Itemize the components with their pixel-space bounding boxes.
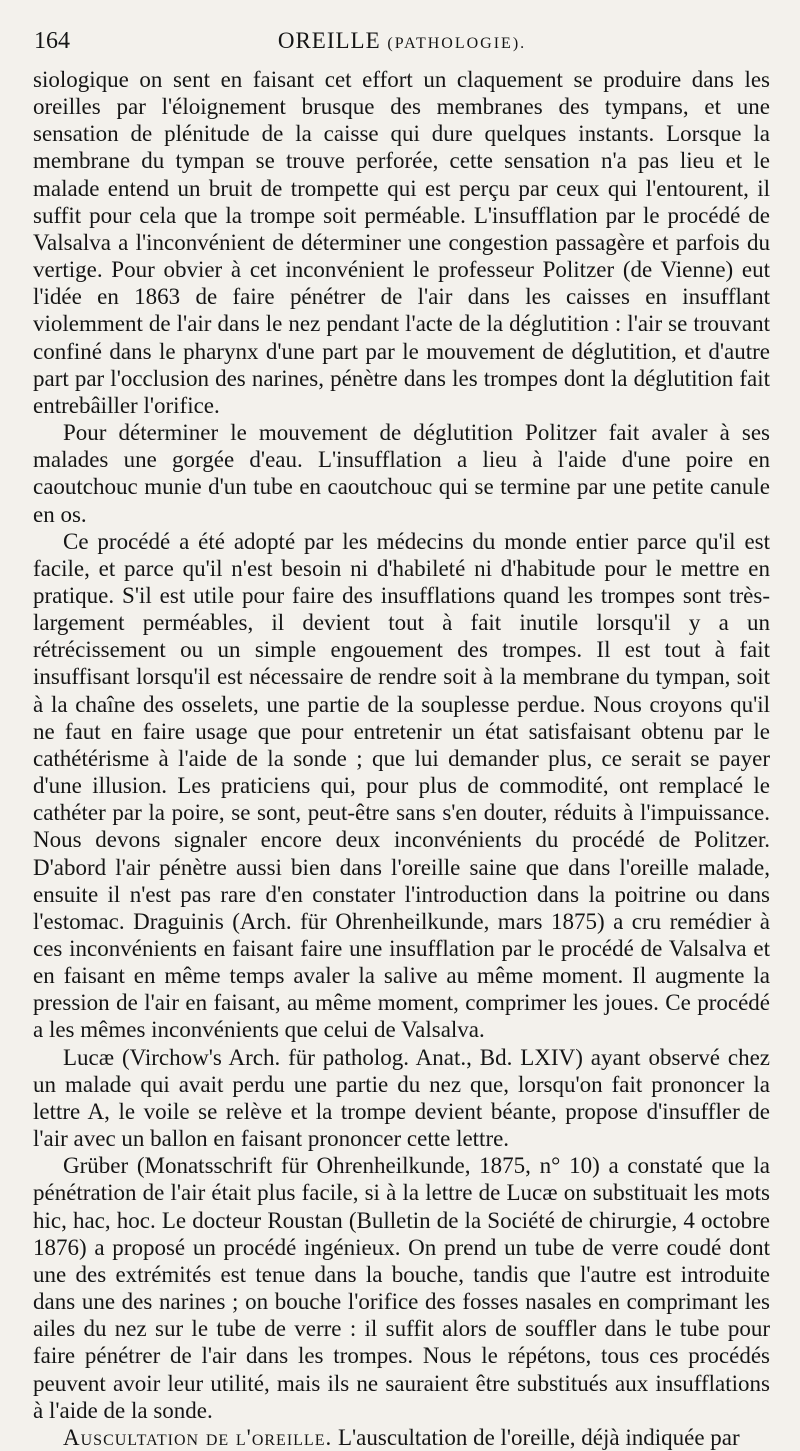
page-number: 164 bbox=[34, 28, 70, 54]
running-header bbox=[34, 28, 770, 64]
paragraph-1: siologique on sent en faisant cet effort un claquement se produire dans les oreilles par l'éloignement brusque des membranes des tympans, et une sensation de plénitude de la caisse qui dure quelques instants. Lorsque la membrane du tympan se trouve perforée, cette sensation n'a pas lieu et le malade entend un bruit de trompette qui est perçu par ceux qui l'entourent, il suffit pour cela que la trompe soit perméable. L'insufflation par le procédé de Valsalva a l'inconvénient de déterminer une congestion passagère et parfois du vertige. Pour obvier à cet inconvénient le professeur Politzer (de Vienne) eut l'idée en 1863 de faire pénétrer de l'air dans les caisses en insufflant violemment de l'air dans le nez pendant l'acte de la déglutition : l'air se trouvant confiné dans le pharynx d'une part par le mouvement de déglutition, et d'autre part par l'occlusion des narines, pénètre dans les trompes dont la déglutition fait entrebâiller l'orifice. bbox=[33, 67, 770, 418]
running-title-sub: (PATHOLOGIE). bbox=[387, 35, 527, 52]
paragraph-2: Pour déterminer le mouvement de déglutition Politzer fait avaler à ses malades une gorgée d'eau. L'insufflation a lieu à l'aide d'une poire en caoutchouc munie d'un tube en caoutchouc qui se termine par une petite canule en os. bbox=[33, 420, 770, 527]
section-heading: Auscultation de l'oreille. bbox=[63, 1424, 333, 1450]
paragraph-6 bbox=[33, 1424, 770, 1451]
paragraph-4: Lucæ (Virchow's Arch. für patholog. Anat., Bd. LXIV) ayant observé chez un malade qui avait perdu une partie du nez que, lorsqu'on fait prononcer la lettre A, le voile se relève et la trompe devient béante, propose d'insuffler de l'air avec un ballon en faisant prononcer cette lettre. bbox=[33, 1044, 770, 1152]
body-text bbox=[33, 66, 770, 1451]
running-title-main: OREILLE bbox=[277, 28, 381, 53]
paragraph-5: Grüber (Monatsschrift für Ohrenheilkunde, 1875, n° 10) a constaté que la pénétration de l'air était plus facile, si à la lettre de Lucæ on substituait les mots hic, hac, hoc. Le docteur Roustan (Bulletin de la Société de chirurgie, 4 octobre 1876) a proposé un procédé ingénieux. On prend un tube de verre coudé dont une des extrémités est tenue dans la bouche, tandis que l'autre est introduite dans une des narines ; on bouche l'orifice des fosses nasales en comprimant les ailes du nez sur le tube de verre : il suffit alors de souffler dans le tube pour faire pénétrer de l'air dans les trompes. Nous le répétons, tous ces procédés peuvent avoir leur utilité, mais ils ne sauraient être substitués aux insufflations à l'aide de la sonde. bbox=[33, 1153, 770, 1423]
running-title bbox=[34, 28, 770, 54]
paragraph-3: Ce procédé a été adopté par les médecins du monde entier parce qu'il est facile, et parce qu'il n'est besoin ni d'habileté ni d'habitude pour le mettre en pratique. S'il est utile pour faire des insufflations quand les trompes sont très-largement perméables, il devient tout à fait inutile lorsqu'il y a un rétrécissement ou un simple engouement des trompes. Il est tout à fait insuffisant lorsqu'il est nécessaire de rendre soit à la membrane du tympan, soit à la chaîne des osselets, une partie de la souplesse perdue. Nous croyons qu'il ne faut en faire usage que pour entretenir un état satisfaisant obtenu par le cathétérisme à l'aide de la sonde ; que lui demander plus, ce serait se payer d'une illusion. Les praticiens qui, pour plus de commodité, ont remplacé le cathéter par la poire, se sont, peut-être sans s'en douter, réduits à l'impuissance. Nous devons signaler encore deux inconvénients du procédé de Politzer. D'abord l'air pénètre aussi bien dans l'oreille saine que dans l'oreille malade, ensuite il n'est pas rare d'en constater l'introduction dans la poitrine ou dans l'estomac. Draguinis (Arch. für Ohrenheilkunde, mars 1875) a cru remédier à ces inconvénients en faisant faire une insufflation par le procédé de Valsalva et en faisant en même temps avaler la salive au même moment. Il augmente la pression de l'air en faisant, au même moment, comprimer les joues. Ce procédé a les mêmes inconvénients que celui de Valsalva. bbox=[33, 528, 770, 1043]
section-text: L'auscultation de l'oreille, déjà indiquée par bbox=[337, 1424, 740, 1450]
